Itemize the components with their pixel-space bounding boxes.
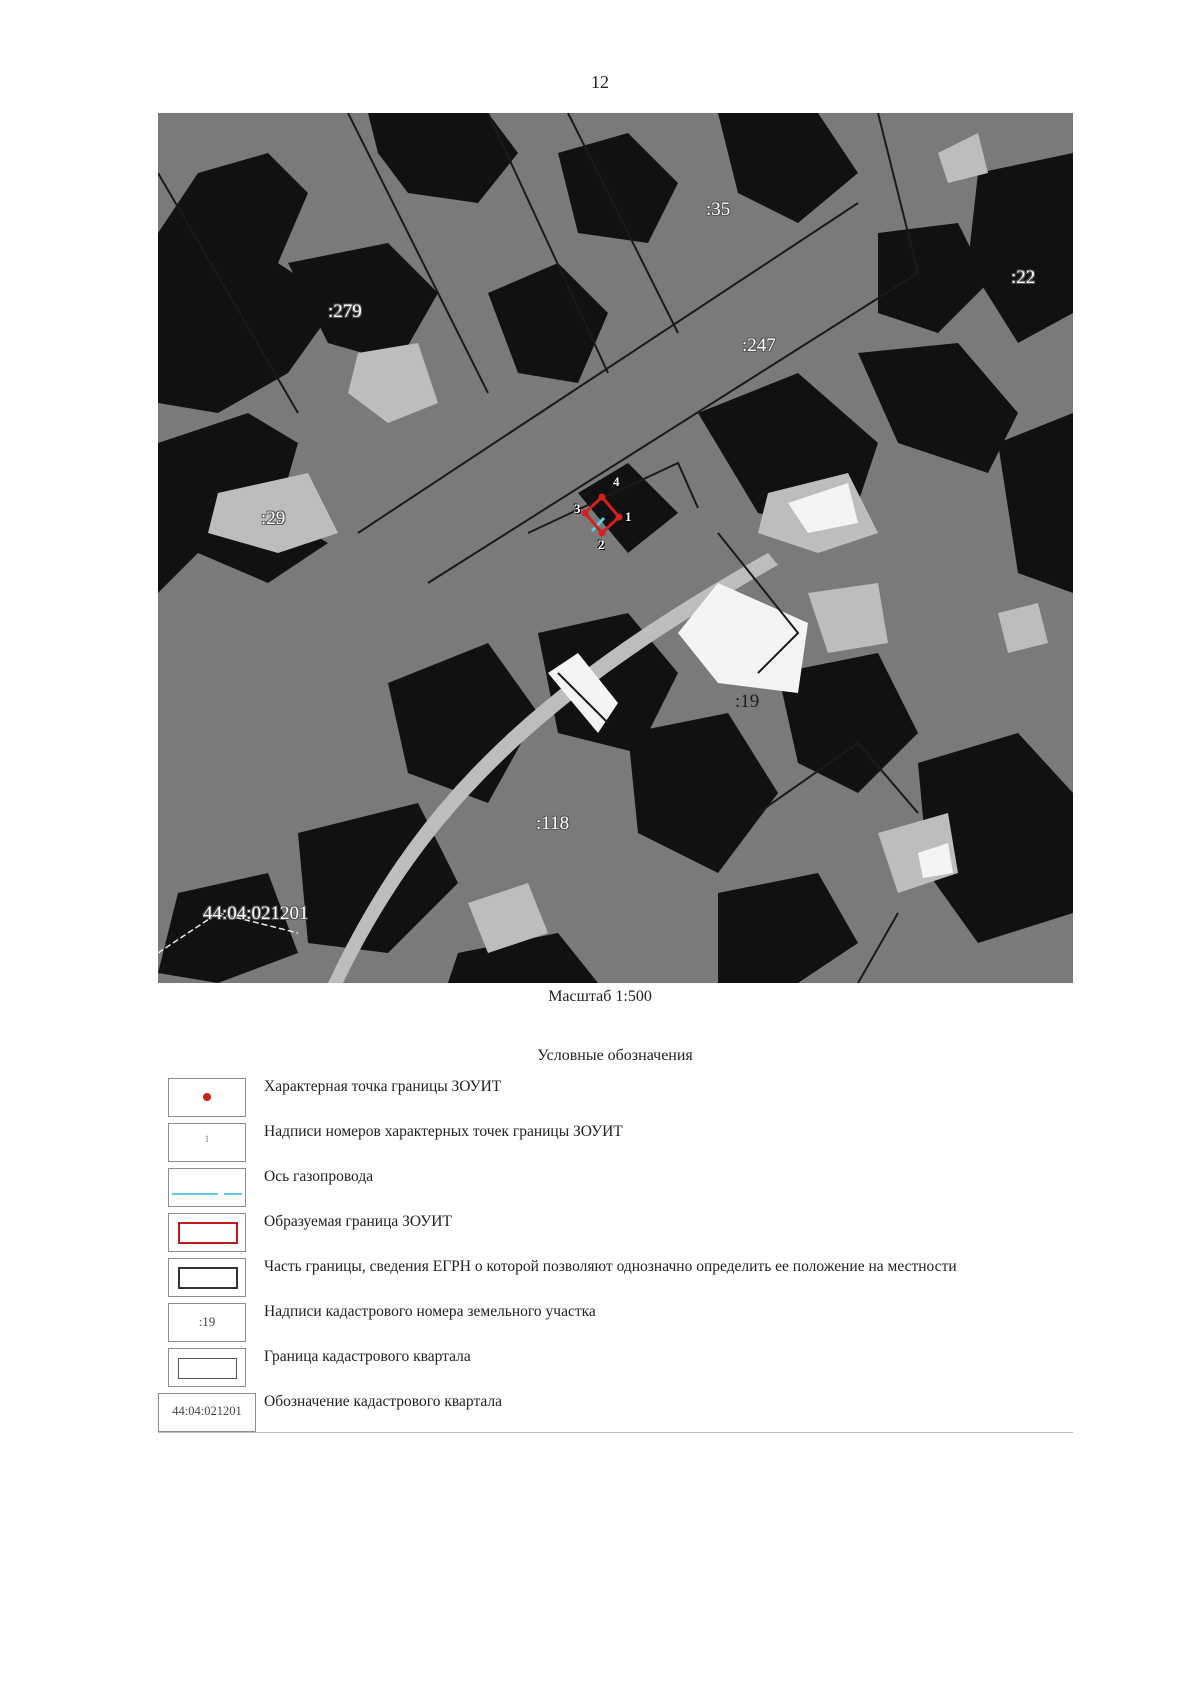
legend-row (158, 1073, 1073, 1118)
legend-symbol-box (168, 1078, 246, 1117)
red-rectangle-icon (178, 1222, 238, 1244)
parcel-label: :279 (328, 301, 362, 322)
legend-row (158, 1163, 1073, 1208)
legend-symbol-box (158, 1393, 256, 1432)
boundary-point-1 (616, 514, 623, 521)
legend-text: Надписи номеров характерных точек границы ЗОУИТ (264, 1123, 623, 1140)
legend-text: Образуемая граница ЗОУИТ (264, 1213, 452, 1230)
legend-symbol-box (168, 1348, 246, 1387)
legend-symbol-box (168, 1168, 246, 1207)
page-number: 12 (591, 72, 609, 92)
legend-text: Надписи кадастрового номера земельного участка (264, 1303, 596, 1320)
parcel-label: :19 (735, 691, 760, 712)
boundary-point-2 (599, 530, 606, 537)
cadastral-map (158, 113, 1073, 983)
legend (158, 1073, 1073, 1433)
legend-row (158, 1298, 1073, 1343)
parcel-label: :22 (1011, 267, 1036, 288)
legend-row (158, 1253, 1073, 1298)
thin-rectangle-icon (178, 1358, 237, 1379)
quarter-label: 44:04:021201 (203, 903, 309, 924)
legend-symbol-box (168, 1303, 246, 1342)
legend-row (158, 1343, 1073, 1388)
red-dot-icon (203, 1093, 211, 1101)
legend-text: Граница кадастрового квартала (264, 1348, 471, 1365)
dark-rectangle-icon (178, 1267, 238, 1289)
legend-symbol-box (168, 1258, 246, 1297)
legend-text: Обозначение кадастрового квартала (264, 1393, 503, 1410)
point-label-3: 3 (574, 501, 581, 516)
point-label-1: 1 (625, 509, 632, 524)
legend-row (158, 1118, 1073, 1163)
legend-text: Характерная точка границы ЗОУИТ (264, 1078, 502, 1095)
map-imagery (158, 113, 1073, 983)
parcel-label: :118 (536, 813, 570, 834)
legend-symbol-box (168, 1123, 246, 1162)
point-label-4: 4 (613, 474, 620, 489)
bottom-rule (158, 1432, 1073, 1433)
point-label-2: 2 (598, 537, 605, 552)
legend-row (158, 1388, 1073, 1433)
parcel-number-sample: :19 (198, 1314, 216, 1329)
parcel-label: :247 (742, 335, 776, 356)
parcel-label: :29 (261, 508, 286, 529)
point-number-sample: 1 (204, 1134, 210, 1144)
parcel-label: :35 (706, 199, 731, 220)
dashed-line-icon (172, 1193, 242, 1195)
scale-caption: Масштаб 1:500 (548, 988, 652, 1005)
legend-title: Условные обозначения (537, 1047, 693, 1064)
legend-row (158, 1208, 1073, 1253)
legend-text: Ось газопровода (264, 1168, 374, 1185)
boundary-point-4 (599, 494, 606, 501)
quarter-number-sample: 44:04:021201 (172, 1404, 242, 1418)
boundary-point-3 (582, 510, 589, 517)
legend-text: Часть границы, сведения ЕГРН о которой позволяют однозначно определить ее положение на местности (264, 1258, 957, 1275)
legend-symbol-box (168, 1213, 246, 1252)
